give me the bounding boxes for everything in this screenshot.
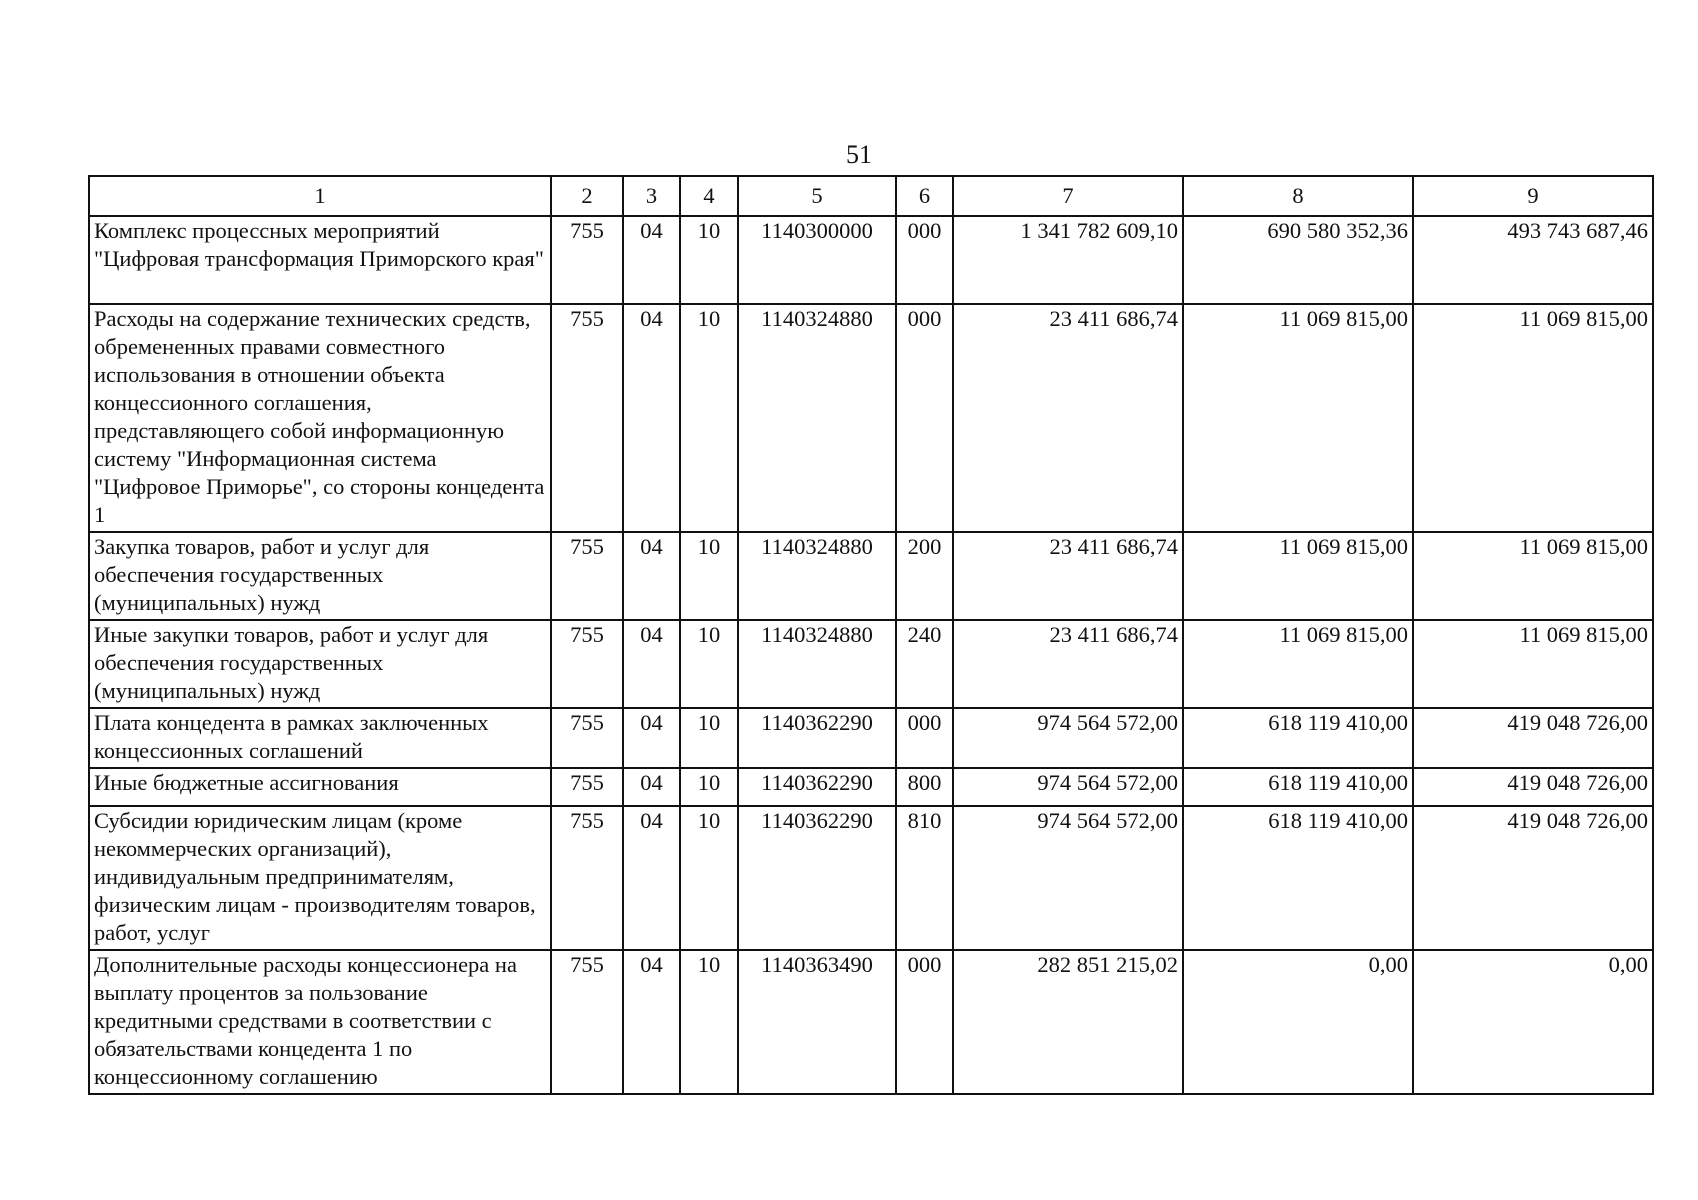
row-code-5: 1140324880 bbox=[738, 532, 896, 620]
row-name: Иные закупки товаров, работ и услуг для обеспечения государственных (муниципальных) нужд bbox=[89, 620, 551, 708]
row-code-4: 10 bbox=[680, 806, 738, 950]
row-code-2: 755 bbox=[551, 768, 623, 806]
row-amount-9: 11 069 815,00 bbox=[1413, 532, 1653, 620]
table-row bbox=[89, 708, 1653, 768]
row-code-5: 1140324880 bbox=[738, 304, 896, 532]
row-code-5: 1140324880 bbox=[738, 620, 896, 708]
table-row bbox=[89, 304, 1653, 532]
header-cell: 5 bbox=[738, 176, 896, 216]
row-code-3: 04 bbox=[623, 216, 680, 304]
row-amount-8: 618 119 410,00 bbox=[1183, 708, 1413, 768]
row-name: Плата концедента в рамках заключенных концессионных соглашений bbox=[89, 708, 551, 768]
row-amount-9: 11 069 815,00 bbox=[1413, 304, 1653, 532]
row-code-6: 200 bbox=[896, 532, 953, 620]
row-code-2: 755 bbox=[551, 806, 623, 950]
row-code-6: 810 bbox=[896, 806, 953, 950]
row-name: Иные бюджетные ассигнования bbox=[89, 768, 551, 806]
row-code-4: 10 bbox=[680, 532, 738, 620]
table-row bbox=[89, 806, 1653, 950]
row-code-6: 000 bbox=[896, 950, 953, 1094]
row-code-3: 04 bbox=[623, 620, 680, 708]
row-amount-8: 618 119 410,00 bbox=[1183, 768, 1413, 806]
table-row bbox=[89, 532, 1653, 620]
header-cell: 3 bbox=[623, 176, 680, 216]
row-code-3: 04 bbox=[623, 768, 680, 806]
row-amount-7: 974 564 572,00 bbox=[953, 806, 1183, 950]
table-row bbox=[89, 216, 1653, 304]
row-code-6: 000 bbox=[896, 708, 953, 768]
row-amount-9: 419 048 726,00 bbox=[1413, 768, 1653, 806]
header-cell: 4 bbox=[680, 176, 738, 216]
row-code-2: 755 bbox=[551, 950, 623, 1094]
row-code-2: 755 bbox=[551, 620, 623, 708]
row-name: Субсидии юридическим лицам (кроме некоммерческих организаций), индивидуальным предпринимателям, физическим лицам - производителям товаров, работ, услуг bbox=[89, 806, 551, 950]
header-cell: 7 bbox=[953, 176, 1183, 216]
row-amount-7: 974 564 572,00 bbox=[953, 708, 1183, 768]
row-code-4: 10 bbox=[680, 768, 738, 806]
header-cell: 6 bbox=[896, 176, 953, 216]
row-code-3: 04 bbox=[623, 708, 680, 768]
row-code-6: 240 bbox=[896, 620, 953, 708]
row-code-3: 04 bbox=[623, 532, 680, 620]
row-amount-8: 0,00 bbox=[1183, 950, 1413, 1094]
row-amount-7: 282 851 215,02 bbox=[953, 950, 1183, 1094]
row-code-5: 1140362290 bbox=[738, 708, 896, 768]
row-code-2: 755 bbox=[551, 216, 623, 304]
row-amount-7: 1 341 782 609,10 bbox=[953, 216, 1183, 304]
row-code-3: 04 bbox=[623, 304, 680, 532]
header-row bbox=[89, 176, 1653, 216]
header-cell: 1 bbox=[89, 176, 551, 216]
row-code-5: 1140362290 bbox=[738, 768, 896, 806]
row-code-4: 10 bbox=[680, 620, 738, 708]
row-code-4: 10 bbox=[680, 304, 738, 532]
page-number: 51 bbox=[846, 140, 872, 169]
row-amount-9: 419 048 726,00 bbox=[1413, 708, 1653, 768]
row-code-4: 10 bbox=[680, 708, 738, 768]
header-cell: 9 bbox=[1413, 176, 1653, 216]
row-code-2: 755 bbox=[551, 304, 623, 532]
row-code-5: 1140300000 bbox=[738, 216, 896, 304]
row-amount-9: 493 743 687,46 bbox=[1413, 216, 1653, 304]
row-amount-8: 11 069 815,00 bbox=[1183, 304, 1413, 532]
table-row bbox=[89, 620, 1653, 708]
row-code-2: 755 bbox=[551, 532, 623, 620]
budget-table bbox=[88, 175, 1654, 1095]
row-amount-8: 11 069 815,00 bbox=[1183, 532, 1413, 620]
row-amount-7: 23 411 686,74 bbox=[953, 532, 1183, 620]
row-code-3: 04 bbox=[623, 950, 680, 1094]
row-amount-8: 11 069 815,00 bbox=[1183, 620, 1413, 708]
row-amount-7: 23 411 686,74 bbox=[953, 304, 1183, 532]
table-row bbox=[89, 768, 1653, 806]
row-code-6: 800 bbox=[896, 768, 953, 806]
row-amount-7: 974 564 572,00 bbox=[953, 768, 1183, 806]
row-code-6: 000 bbox=[896, 216, 953, 304]
row-code-2: 755 bbox=[551, 708, 623, 768]
header-cell: 8 bbox=[1183, 176, 1413, 216]
row-code-5: 1140362290 bbox=[738, 806, 896, 950]
row-code-4: 10 bbox=[680, 950, 738, 1094]
row-amount-9: 11 069 815,00 bbox=[1413, 620, 1653, 708]
row-code-3: 04 bbox=[623, 806, 680, 950]
row-amount-8: 618 119 410,00 bbox=[1183, 806, 1413, 950]
row-code-6: 000 bbox=[896, 304, 953, 532]
row-name: Комплекс процессных мероприятий "Цифровая трансформация Приморского края" bbox=[89, 216, 551, 304]
header-cell: 2 bbox=[551, 176, 623, 216]
row-name: Расходы на содержание технических средств, обремененных правами совместного использования в отношении объекта концессионного соглашения, представляющего собой информационную систему "Информационная система "Цифровое Приморье", со стороны концедента 1 bbox=[89, 304, 551, 532]
row-name: Дополнительные расходы концессионера на выплату процентов за пользование кредитными средствами в соответствии с обязательствами концедента 1 по концессионному соглашению bbox=[89, 950, 551, 1094]
table-row bbox=[89, 950, 1653, 1094]
row-code-4: 10 bbox=[680, 216, 738, 304]
row-amount-7: 23 411 686,74 bbox=[953, 620, 1183, 708]
row-amount-9: 419 048 726,00 bbox=[1413, 806, 1653, 950]
row-amount-9: 0,00 bbox=[1413, 950, 1653, 1094]
row-amount-8: 690 580 352,36 bbox=[1183, 216, 1413, 304]
row-code-5: 1140363490 bbox=[738, 950, 896, 1094]
row-name: Закупка товаров, работ и услуг для обеспечения государственных (муниципальных) нужд bbox=[89, 532, 551, 620]
